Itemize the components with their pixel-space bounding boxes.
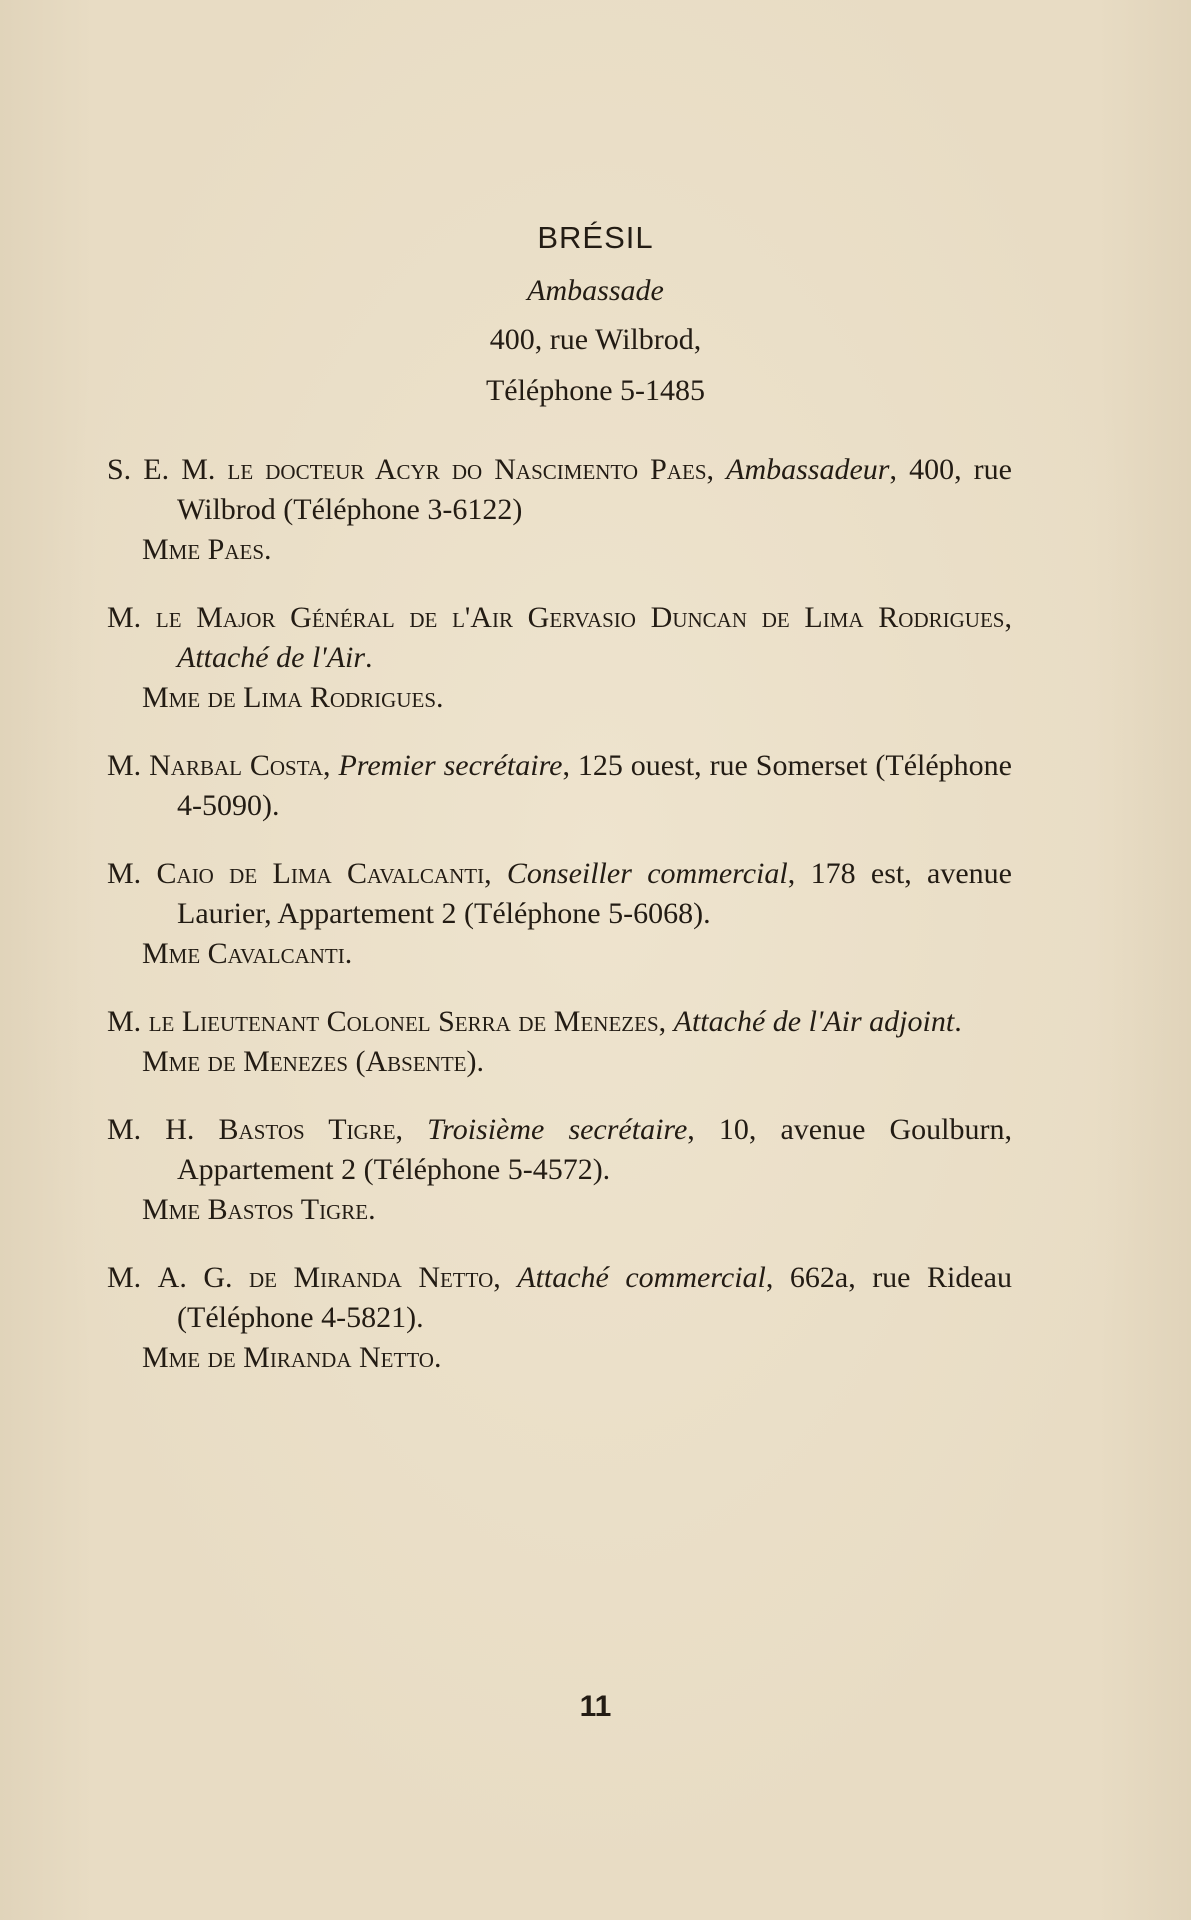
entry-prefix: S. E. M.: [107, 453, 228, 486]
entry-separator: ,: [484, 857, 507, 890]
embassy-address: 400, rue Wilbrod,: [489, 323, 702, 356]
staff-list: [107, 450, 1012, 1406]
spouse-line: Mme de Lima Rodrigues.: [142, 681, 444, 714]
staff-entry: [107, 1258, 1012, 1378]
person-name: le Lieutenant Colonel Serra de Menezes: [148, 1005, 659, 1038]
entry-separator: ,: [323, 749, 339, 782]
staff-entry: [107, 854, 1012, 974]
staff-entry: [107, 746, 1012, 826]
staff-entry-text: [107, 854, 1012, 934]
spouse-line: Mme Cavalcanti.: [142, 937, 353, 970]
person-title: Attaché commercial: [517, 1261, 766, 1294]
person-details: , 178 est, avenue Laurier, Appartement 2 (Téléphone 5-6068).: [177, 857, 1012, 930]
person-name: A. G. de Miranda Netto: [157, 1261, 494, 1294]
entry-prefix: M.: [107, 749, 150, 782]
entry-prefix: M.: [107, 857, 157, 890]
entry-separator: ,: [706, 453, 727, 486]
entry-separator: ,: [1004, 601, 1012, 634]
staff-entry-text: [107, 450, 1012, 530]
person-name: H. Bastos Tigre: [165, 1113, 396, 1146]
person-title: Attaché de l'Air: [177, 641, 366, 674]
person-details: , 10, avenue Goulburn, Appartement 2 (Téléphone 5-4572).: [177, 1113, 1012, 1186]
staff-entry-text: [107, 746, 1012, 826]
entry-separator: ,: [493, 1261, 518, 1294]
country-heading: BRÉSIL: [537, 220, 654, 255]
spouse-line: Mme Paes.: [142, 533, 272, 566]
person-name: le Major Général de l'Air Gervasio Duncan de Lima Rodrigues: [155, 601, 1005, 634]
person-name: le docteur Acyr do Nascimento Paes: [227, 453, 707, 486]
entry-prefix: M.: [107, 1261, 158, 1294]
entry-separator: ,: [658, 1005, 674, 1038]
page-number: 11: [579, 1690, 612, 1723]
entry-prefix: M.: [107, 1113, 166, 1146]
staff-entry-text: [107, 1258, 1012, 1338]
embassy-phone: Téléphone 5-1485: [485, 374, 706, 407]
person-title: Attaché de l'Air adjoint: [673, 1005, 955, 1038]
entry-prefix: M.: [107, 601, 156, 634]
spouse-line: Mme de Menezes (Absente).: [142, 1045, 484, 1078]
entry-prefix: M.: [107, 1005, 149, 1038]
person-title: Premier secrétaire: [338, 749, 563, 782]
person-title: Troisième secrétaire: [427, 1113, 688, 1146]
staff-entry: [107, 598, 1012, 718]
person-details: .: [365, 641, 373, 674]
staff-entry-text: [107, 598, 1012, 678]
person-title: Ambassadeur: [726, 453, 890, 486]
person-details: , 662a, rue Rideau (Téléphone 4-5821).: [177, 1261, 1012, 1334]
staff-entry-text: [107, 1110, 1012, 1190]
person-details: .: [954, 1005, 962, 1038]
person-title: Conseiller commercial: [506, 857, 788, 890]
person-name: Narbal Costa: [149, 749, 324, 782]
staff-entry-text: [107, 1002, 1012, 1042]
staff-entry: [107, 1002, 1012, 1082]
staff-entry: [107, 450, 1012, 570]
person-details: , 400, rue Wilbrod (Téléphone 3-6122): [177, 453, 1012, 526]
person-details: , 125 ouest, rue Somerset (Téléphone 4-5090).: [177, 749, 1012, 822]
entry-separator: ,: [395, 1113, 428, 1146]
section-subtitle: Ambassade: [527, 274, 664, 307]
spouse-line: Mme Bastos Tigre.: [142, 1193, 376, 1226]
spouse-line: Mme de Miranda Netto.: [142, 1341, 442, 1374]
person-name: Caio de Lima Cavalcanti: [156, 857, 485, 890]
staff-entry: [107, 1110, 1012, 1230]
